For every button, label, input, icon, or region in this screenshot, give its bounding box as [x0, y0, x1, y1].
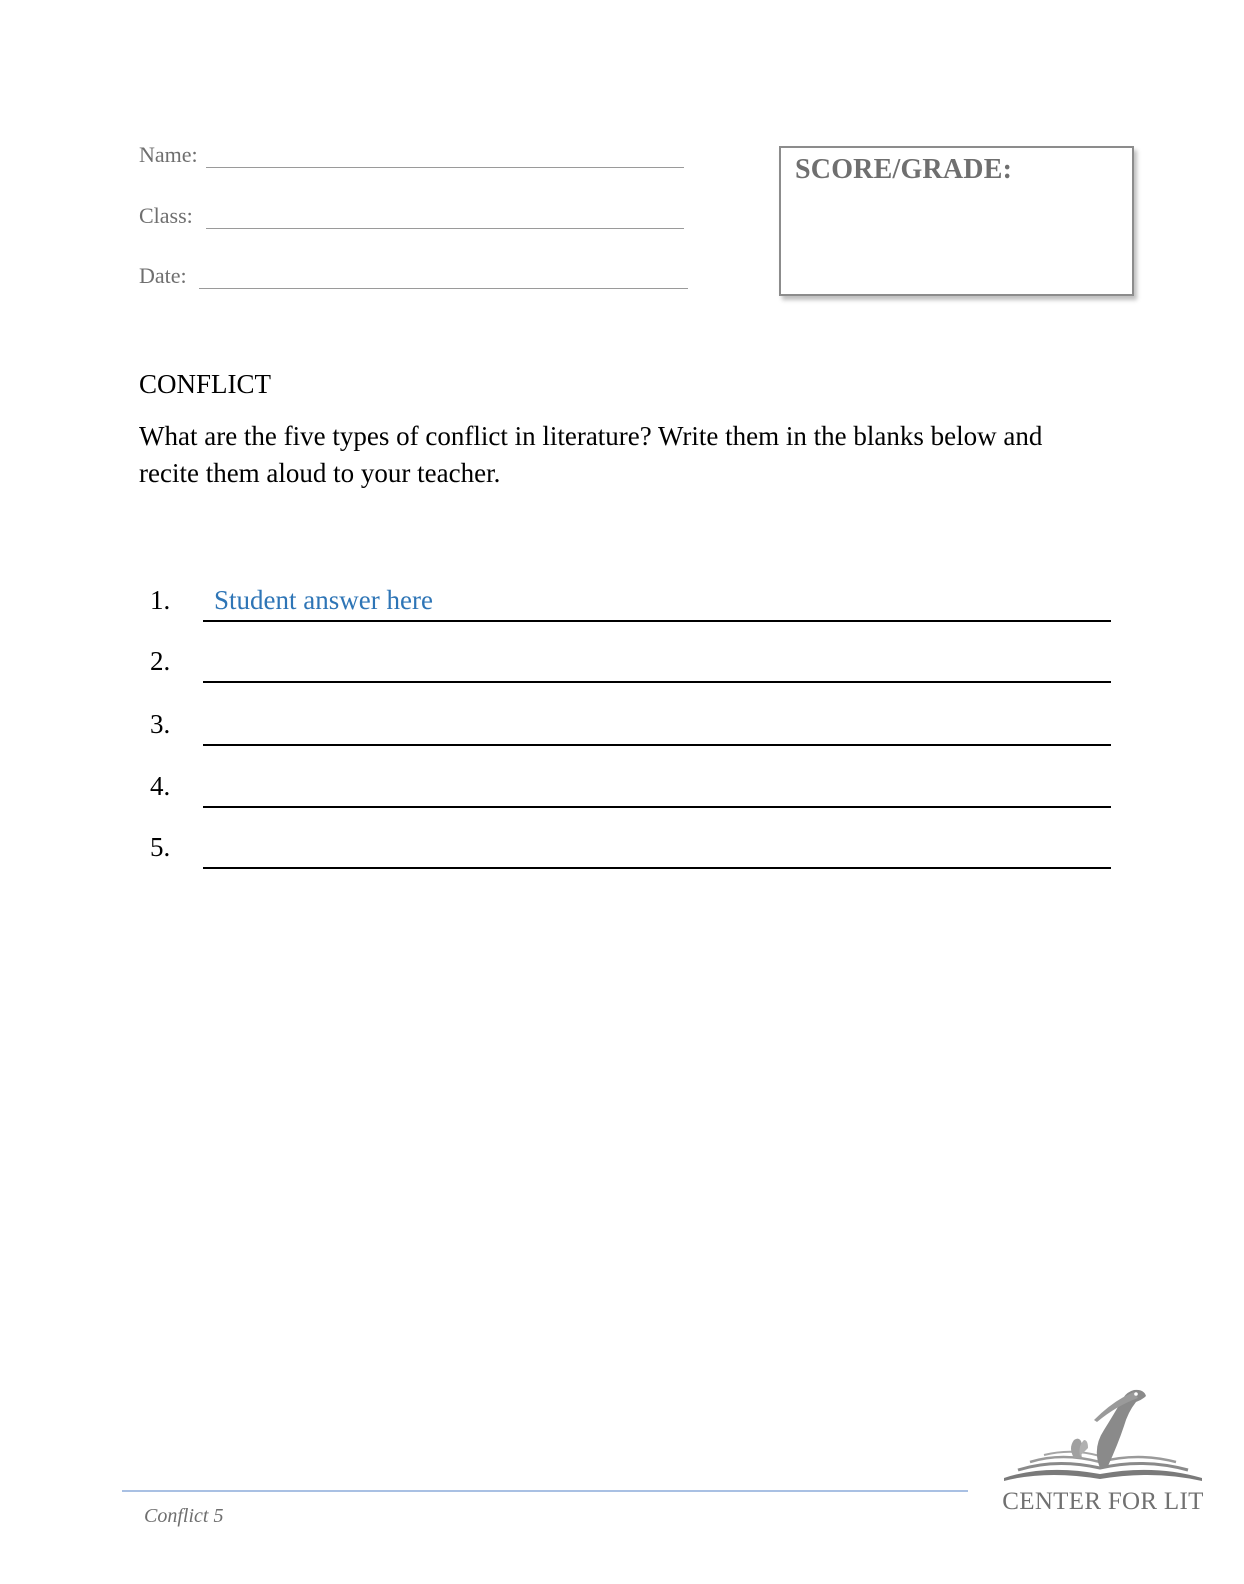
name-field-row: [139, 142, 684, 168]
answer-number: 2.: [150, 646, 171, 676]
logo-text: CENTER FOR LIT: [1002, 1488, 1204, 1515]
class-field[interactable]: [206, 208, 684, 229]
answer-row-1: [139, 582, 1111, 622]
answer-blank-line: [203, 681, 1111, 683]
answer-input-1[interactable]: Student answer here: [214, 585, 433, 615]
class-field-row: [139, 203, 684, 229]
score-grade-label: SCORE/GRADE:: [795, 154, 1013, 185]
name-field[interactable]: [206, 147, 684, 168]
answer-blank-line: [203, 744, 1111, 746]
score-grade-box[interactable]: [779, 146, 1134, 296]
answer-row-5: [139, 829, 1111, 869]
section-title: CONFLICT: [139, 369, 272, 399]
date-label: Date:: [139, 263, 187, 288]
pelican-book-icon: [996, 1378, 1210, 1488]
answer-number: 5.: [150, 832, 171, 862]
answer-row-2: [139, 643, 1111, 683]
name-label: Name:: [139, 142, 198, 167]
date-field[interactable]: [199, 268, 688, 289]
answer-blank-line: [203, 620, 1111, 622]
answer-number: 1.: [150, 585, 171, 615]
footer-page-label: Conflict 5: [144, 1505, 224, 1527]
answer-number: 4.: [150, 771, 171, 801]
footer-divider: [122, 1490, 968, 1492]
date-field-row: [139, 263, 688, 289]
answer-row-4: [139, 768, 1111, 808]
instructions-text: What are the five types of conflict in literature? Write them in the blanks below and recite them aloud to your teacher.: [139, 421, 1043, 488]
answer-blank-line: [203, 867, 1111, 869]
answer-number: 3.: [150, 709, 171, 739]
answer-row-3: [139, 706, 1111, 746]
class-label: Class:: [139, 203, 193, 228]
center-for-lit-logo: [996, 1378, 1210, 1523]
answer-blank-line: [203, 806, 1111, 808]
